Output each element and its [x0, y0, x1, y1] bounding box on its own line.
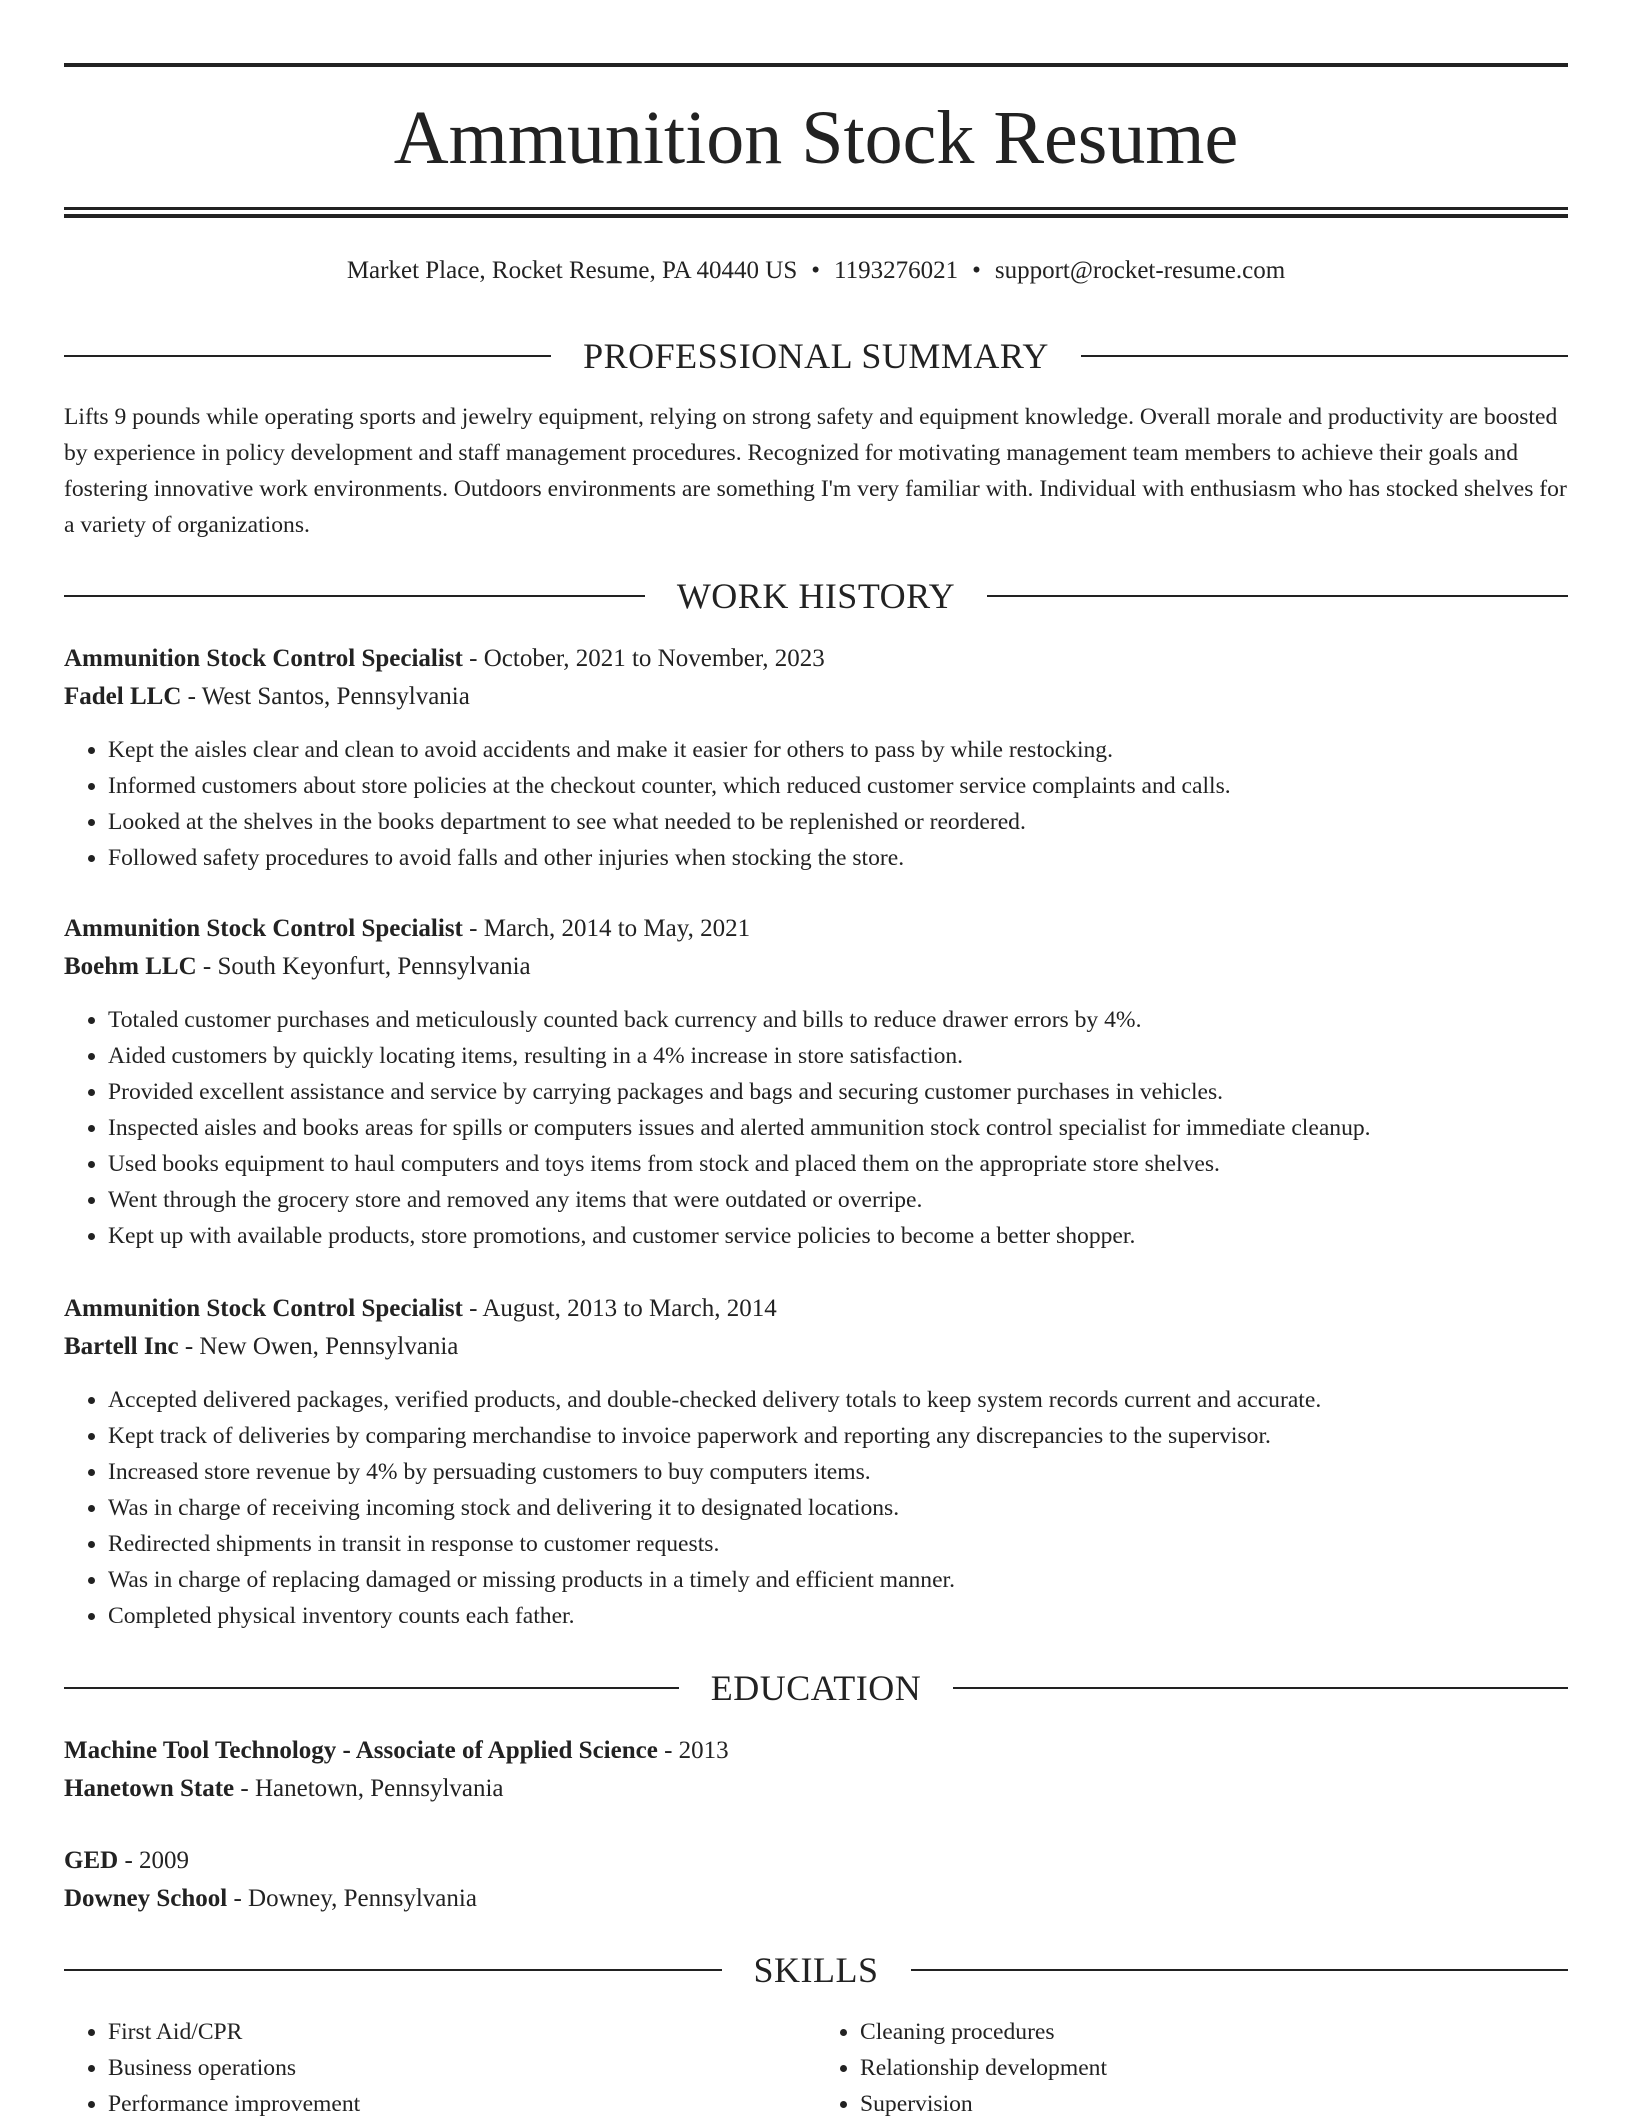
list-item: • Kept up with available products, store promotions, and customer service policies to become a better shopper. — [108, 1218, 1568, 1254]
job-company: Boehm LLC — [64, 953, 197, 980]
job-bullets — [64, 1002, 1568, 1254]
list-item: • Kept track of deliveries by comparing merchandise to invoice paperwork and reporting any discrepancies to the supervisor. — [108, 1418, 1568, 1454]
section-header-education — [64, 1666, 1568, 1710]
skill-item: • Relationship development — [860, 2050, 1568, 2086]
job-dates: March, 2014 to May, 2021 — [483, 915, 751, 942]
contact-phone: 1193276021 — [834, 257, 959, 284]
list-item: • Looked at the shelves in the books department to see what needed to be replenished or reordered. — [108, 804, 1568, 840]
job-company-line: Bartell Inc - New Owen, Pennsylvania — [64, 1333, 459, 1360]
contact-line — [64, 255, 1568, 287]
skill-item: • First Aid/CPR — [108, 2014, 816, 2050]
skills-column-left — [64, 2014, 816, 2122]
education-degree: GED — [64, 1847, 119, 1874]
skills-column-right — [816, 2014, 1568, 2122]
contact-email: support@rocket-resume.com — [994, 257, 1286, 284]
education-school: Downey School — [64, 1885, 228, 1912]
education-entry — [64, 1732, 1568, 1808]
list-item: • Redirected shipments in transit in response to customer requests. — [108, 1526, 1568, 1562]
job-entry — [64, 1290, 1568, 1634]
job-title-line: Ammunition Stock Control Specialist - August, 2013 to March, 2014 — [64, 1295, 777, 1322]
job-bullets — [64, 1382, 1568, 1634]
education-entry — [64, 1842, 1568, 1918]
section-header-skills — [64, 1948, 1568, 1992]
education-degree-line: Machine Tool Technology - Associate of Applied Science - 2013 — [64, 1737, 729, 1764]
section-header-work — [64, 574, 1568, 618]
job-entry — [64, 640, 1568, 876]
section-rule — [64, 355, 551, 357]
list-item: • Accepted delivered packages, verified products, and double-checked delivery totals to keep system records current and accurate. — [108, 1382, 1568, 1418]
job-entry — [64, 910, 1568, 1254]
section-rule — [911, 1969, 1569, 1971]
list-item: • Was in charge of receiving incoming stock and delivering it to designated locations. — [108, 1490, 1568, 1526]
job-title: Ammunition Stock Control Specialist — [64, 915, 463, 942]
list-item: • Totaled customer purchases and meticulously counted back currency and bills to reduce drawer errors by 4%. — [108, 1002, 1568, 1038]
education-location: Hanetown, Pennsylvania — [254, 1775, 504, 1802]
list-item: • Aided customers by quickly locating items, resulting in a 4% increase in store satisfaction. — [108, 1038, 1568, 1074]
list-item: • Increased store revenue by 4% by persuading customers to buy computers items. — [108, 1454, 1568, 1490]
section-rule — [64, 595, 645, 597]
section-title: EDUCATION — [710, 1668, 922, 1708]
list-item: • Kept the aisles clear and clean to avoid accidents and make it easier for others to pass by while restocking. — [108, 732, 1568, 768]
skill-item: • Business operations — [108, 2050, 816, 2086]
contact-separator: • — [972, 257, 981, 284]
summary-text: Lifts 9 pounds while operating sports and jewelry equipment, relying on strong safety and equipment knowledge. Overall morale and productivity are boosted by experience in policy development and staff management procedures. Recognized for motivating management team members to achieve their goals and fostering innovative work environments. Outdoors environments are something I'm very familiar with. Individual with enthusiasm who has stocked shelves for a variety of organizations. — [64, 404, 1567, 538]
job-company: Bartell Inc — [64, 1333, 179, 1360]
job-bullets — [64, 732, 1568, 876]
job-dates: October, 2021 to November, 2023 — [483, 645, 825, 672]
list-item: • Provided excellent assistance and service by carrying packages and bags and securing customer purchases in vehicles. — [108, 1074, 1568, 1110]
job-company-line: Boehm LLC - South Keyonfurt, Pennsylvania — [64, 953, 531, 980]
skill-item: • Cleaning procedures — [860, 2014, 1568, 2050]
job-location: South Keyonfurt, Pennsylvania — [217, 953, 531, 980]
job-location: New Owen, Pennsylvania — [199, 1333, 459, 1360]
job-company: Fadel LLC — [64, 683, 182, 710]
education-school-line: Hanetown State - Hanetown, Pennsylvania — [64, 1775, 504, 1802]
list-item: • Followed safety procedures to avoid falls and other injuries when stocking the store. — [108, 840, 1568, 876]
contact-separator: • — [811, 257, 821, 284]
section-title: SKILLS — [753, 1950, 879, 1990]
list-item: • Informed customers about store policies at the checkout counter, which reduced customer service complaints and calls. — [108, 768, 1568, 804]
section-rule — [987, 595, 1568, 597]
section-rule — [64, 1687, 679, 1689]
education-school: Hanetown State — [64, 1775, 235, 1802]
section-rule — [64, 1969, 722, 1971]
skill-item: • Supervision — [860, 2086, 1568, 2122]
section-title: WORK HISTORY — [676, 576, 956, 616]
job-title-line: Ammunition Stock Control Specialist - October, 2021 to November, 2023 — [64, 645, 825, 672]
education-location: Downey, Pennsylvania — [248, 1885, 477, 1912]
education-degree-line: GED - 2009 — [64, 1847, 190, 1874]
skill-item: • Performance improvement — [108, 2086, 816, 2122]
list-item: • Used books equipment to haul computers and toys items from stock and placed them on the appropriate store shelves. — [108, 1146, 1568, 1182]
top-rule — [64, 63, 1568, 67]
job-title-line: Ammunition Stock Control Specialist - March, 2014 to May, 2021 — [64, 915, 751, 942]
job-location: West Santos, Pennsylvania — [201, 683, 470, 710]
contact-address: Market Place, Rocket Resume, PA 40440 US — [346, 257, 798, 284]
education-year: 2013 — [678, 1737, 729, 1764]
section-header-summary — [64, 334, 1568, 378]
skills-list — [64, 2014, 1568, 2122]
education-school-line: Downey School - Downey, Pennsylvania — [64, 1885, 477, 1912]
title-double-rule — [64, 207, 1568, 218]
job-title: Ammunition Stock Control Specialist — [64, 645, 463, 672]
job-company-line: Fadel LLC - West Santos, Pennsylvania — [64, 683, 470, 710]
section-title: PROFESSIONAL SUMMARY — [583, 336, 1049, 376]
list-item: • Completed physical inventory counts each father. — [108, 1598, 1568, 1634]
list-item: • Was in charge of replacing damaged or missing products in a timely and efficient manner. — [108, 1562, 1568, 1598]
job-dates: August, 2013 to March, 2014 — [482, 1295, 777, 1322]
job-title: Ammunition Stock Control Specialist — [64, 1295, 463, 1322]
page-title: Ammunition Stock Resume — [393, 96, 1239, 180]
section-rule — [1081, 355, 1568, 357]
list-item: • Inspected aisles and books areas for spills or computers issues and alerted ammunition stock control specialist for immediate cleanup. — [108, 1110, 1568, 1146]
section-rule — [953, 1687, 1568, 1689]
list-item: • Went through the grocery store and removed any items that were outdated or overripe. — [108, 1182, 1568, 1218]
education-degree: Machine Tool Technology - Associate of Applied Science — [64, 1737, 658, 1764]
education-year: 2009 — [139, 1847, 190, 1874]
